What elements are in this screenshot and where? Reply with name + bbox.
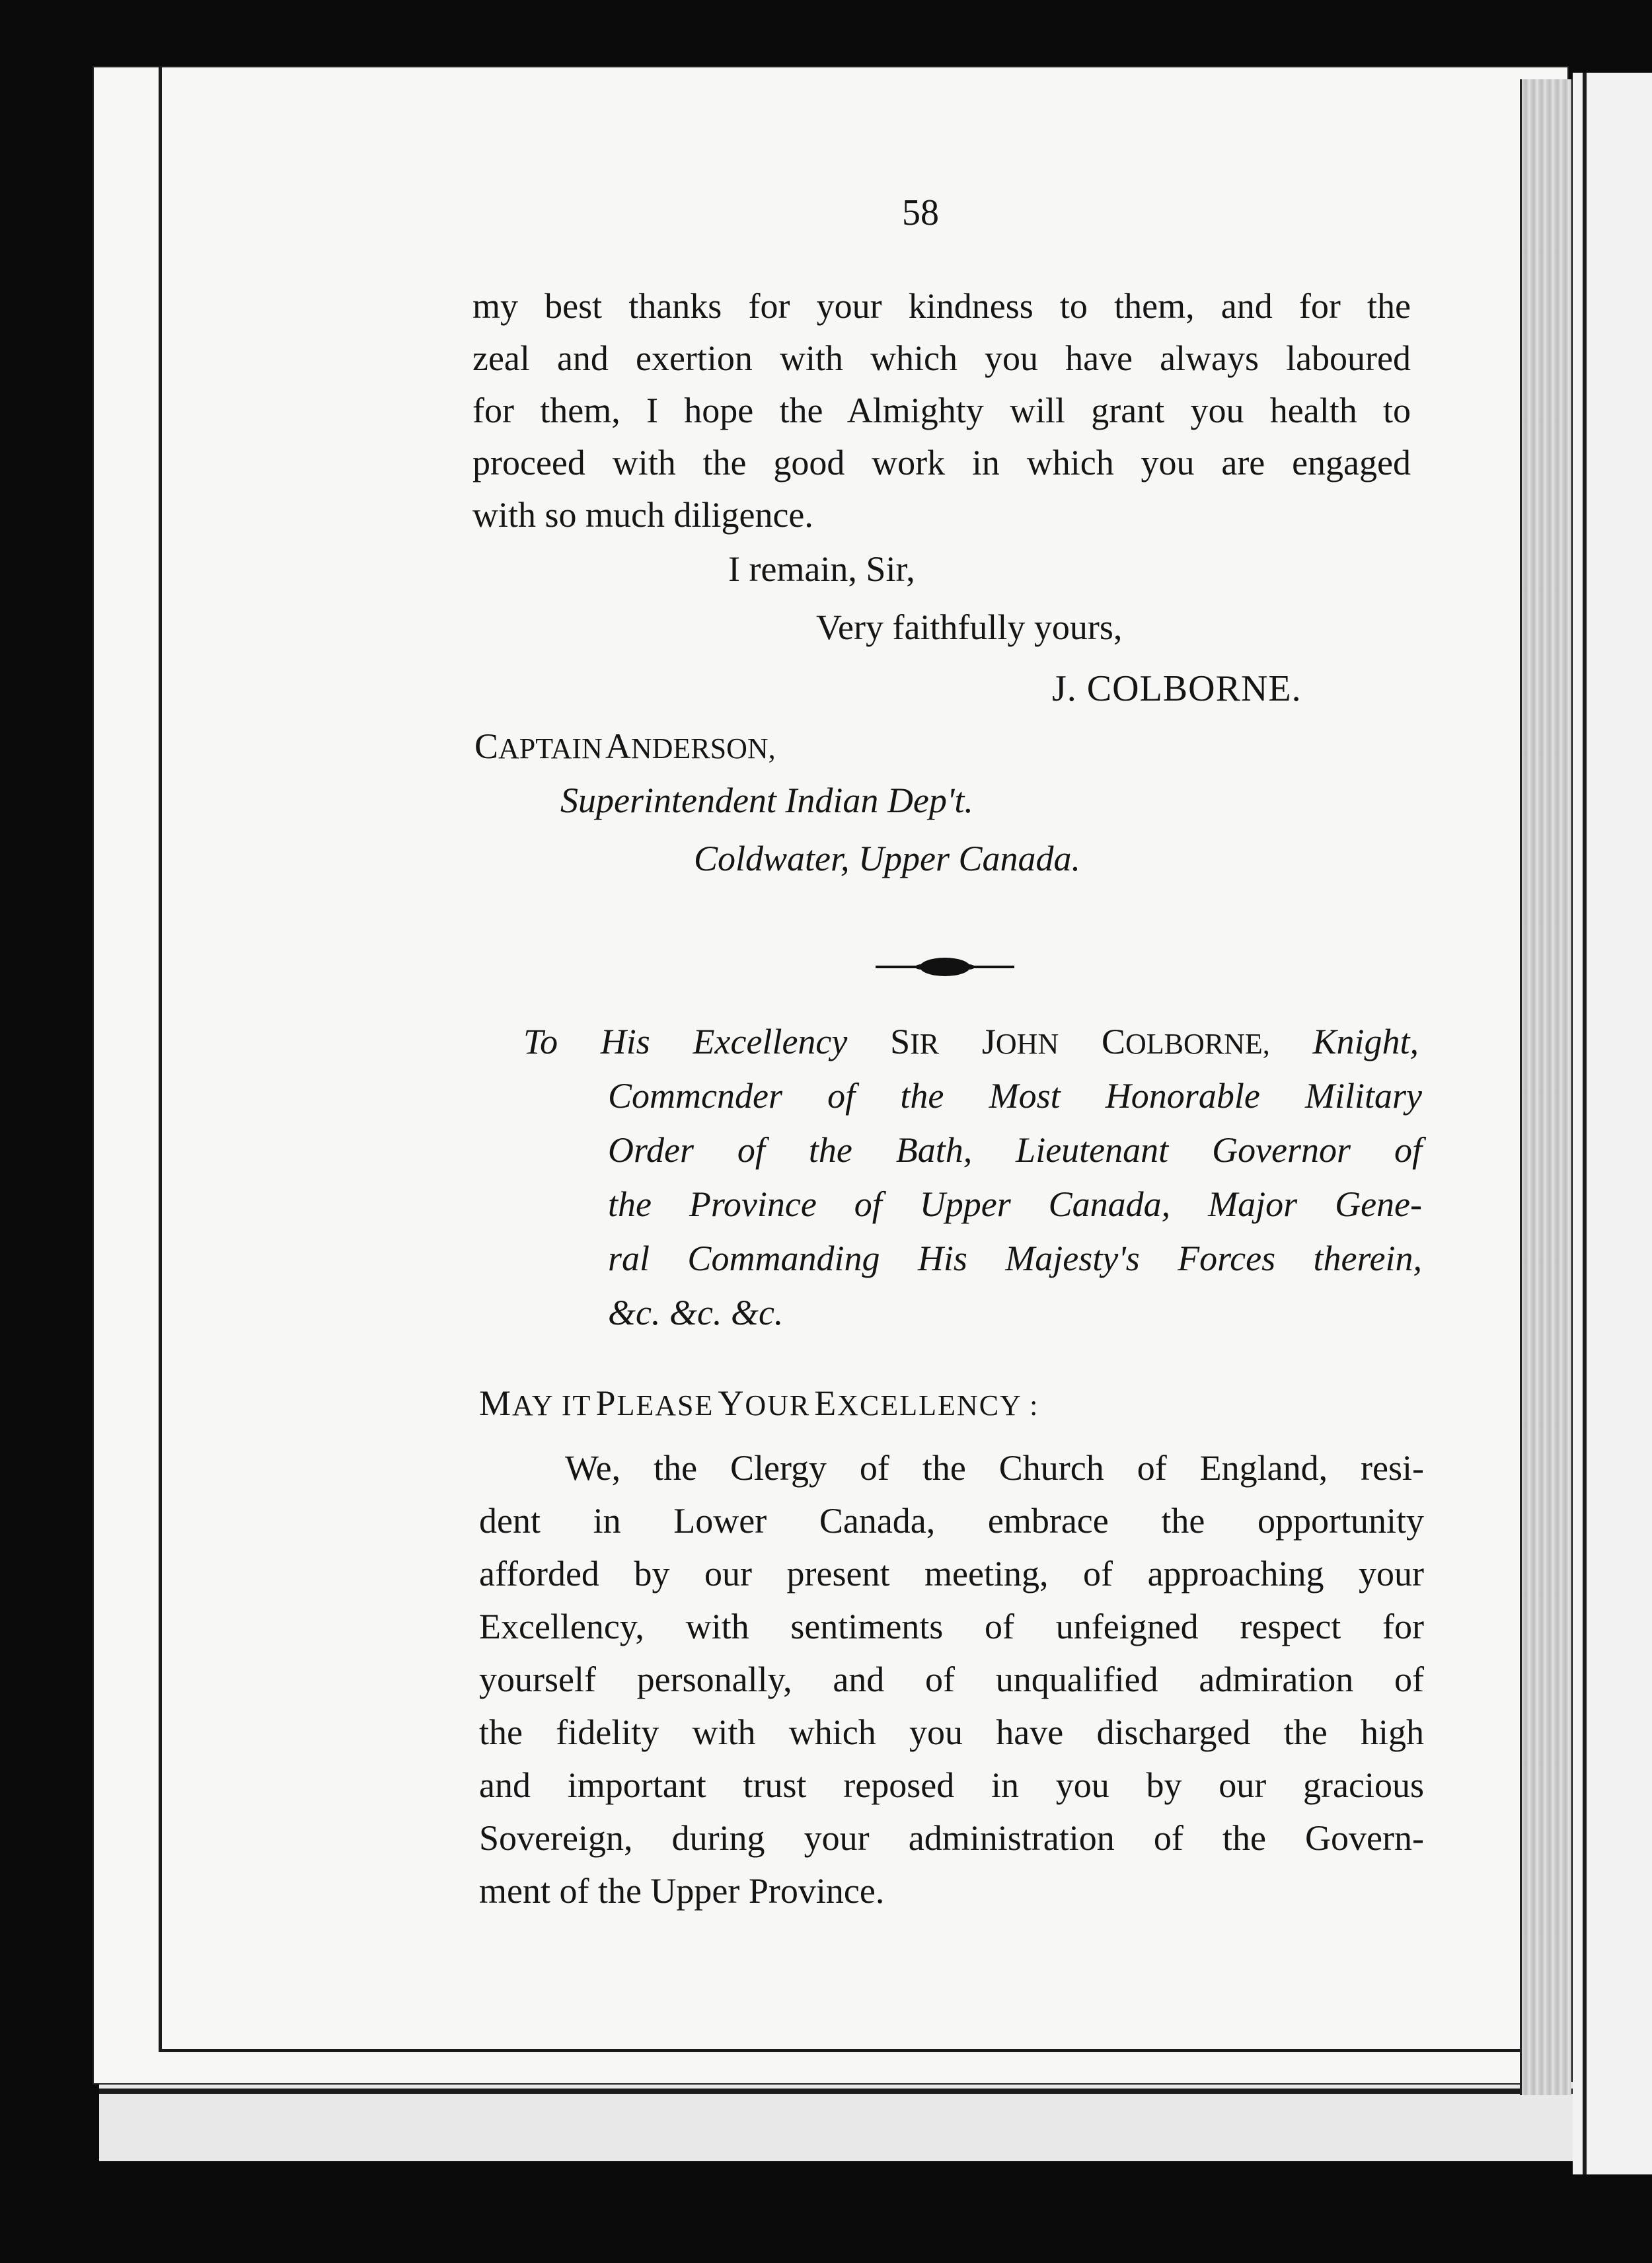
addressee-name: CAPTAIN ANDERSON, (474, 726, 776, 766)
address-heading-line-1: To His Excellency SIR JOHN COLBORNE, Knight, (523, 1022, 1419, 1061)
page-edge-stack (1520, 79, 1571, 2095)
address-body-line-2: dent in Lower Canada, embrace the opportunity (479, 1501, 1424, 1541)
address-body-line-8: Sovereign, during your administration of the Govern- (479, 1818, 1424, 1858)
address-body-line-7: and important trust reposed in you by our gracious (479, 1765, 1424, 1805)
letter-line-3: for them, I hope the Almighty will grant you health to (472, 391, 1411, 430)
address-heading-line-2: Commcnder of the Most Honorable Military (608, 1076, 1422, 1116)
address-body-line-6: the fidelity with which you have discharged the high (479, 1712, 1424, 1752)
address-heading-line-5: ral Commanding His Majesty's Forces therein, (608, 1239, 1422, 1278)
letter-line-1: my best thanks for your kindness to them, and for the (472, 286, 1411, 326)
addressee-location: Coldwater, Upper Canada. (694, 839, 1081, 878)
address-body-line-4: Excellency, with sentiments of unfeigned respect for (479, 1607, 1424, 1646)
address-heading-line-6: &c. &c. &c. (608, 1293, 784, 1332)
valediction-line-2: Very faithfully yours, (816, 607, 1123, 647)
address-body-line-1: We, the Clergy of the Church of England, resi- (565, 1448, 1424, 1488)
signature: J. COLBORNE. (1052, 668, 1302, 709)
address-heading-line-4: the Province of Upper Canada, Major Gene- (608, 1184, 1422, 1224)
address-body-line-9: ment of the Upper Province. (479, 1871, 885, 1911)
addressee-title: Superintendent Indian Dep't. (560, 781, 973, 820)
letter-line-5: with so much diligence. (472, 495, 813, 535)
address-heading-line-3: Order of the Bath, Lieutenant Governor of (608, 1130, 1422, 1170)
section-ornament (876, 950, 1014, 983)
page-number: 58 (902, 192, 939, 233)
letter-line-2: zeal and exertion with which you have always laboured (472, 338, 1411, 378)
address-body-line-3: afforded by our present meeting, of approaching your (479, 1554, 1424, 1593)
address-body-line-5: yourself personally, and of unqualified admiration of (479, 1660, 1424, 1699)
salutation: MAY IT PLEASE YOUR EXCELLENCY : (479, 1383, 1039, 1423)
valediction-line-1: I remain, Sir, (728, 549, 915, 589)
letter-line-4: proceed with the good work in which you are engaged (472, 443, 1411, 482)
